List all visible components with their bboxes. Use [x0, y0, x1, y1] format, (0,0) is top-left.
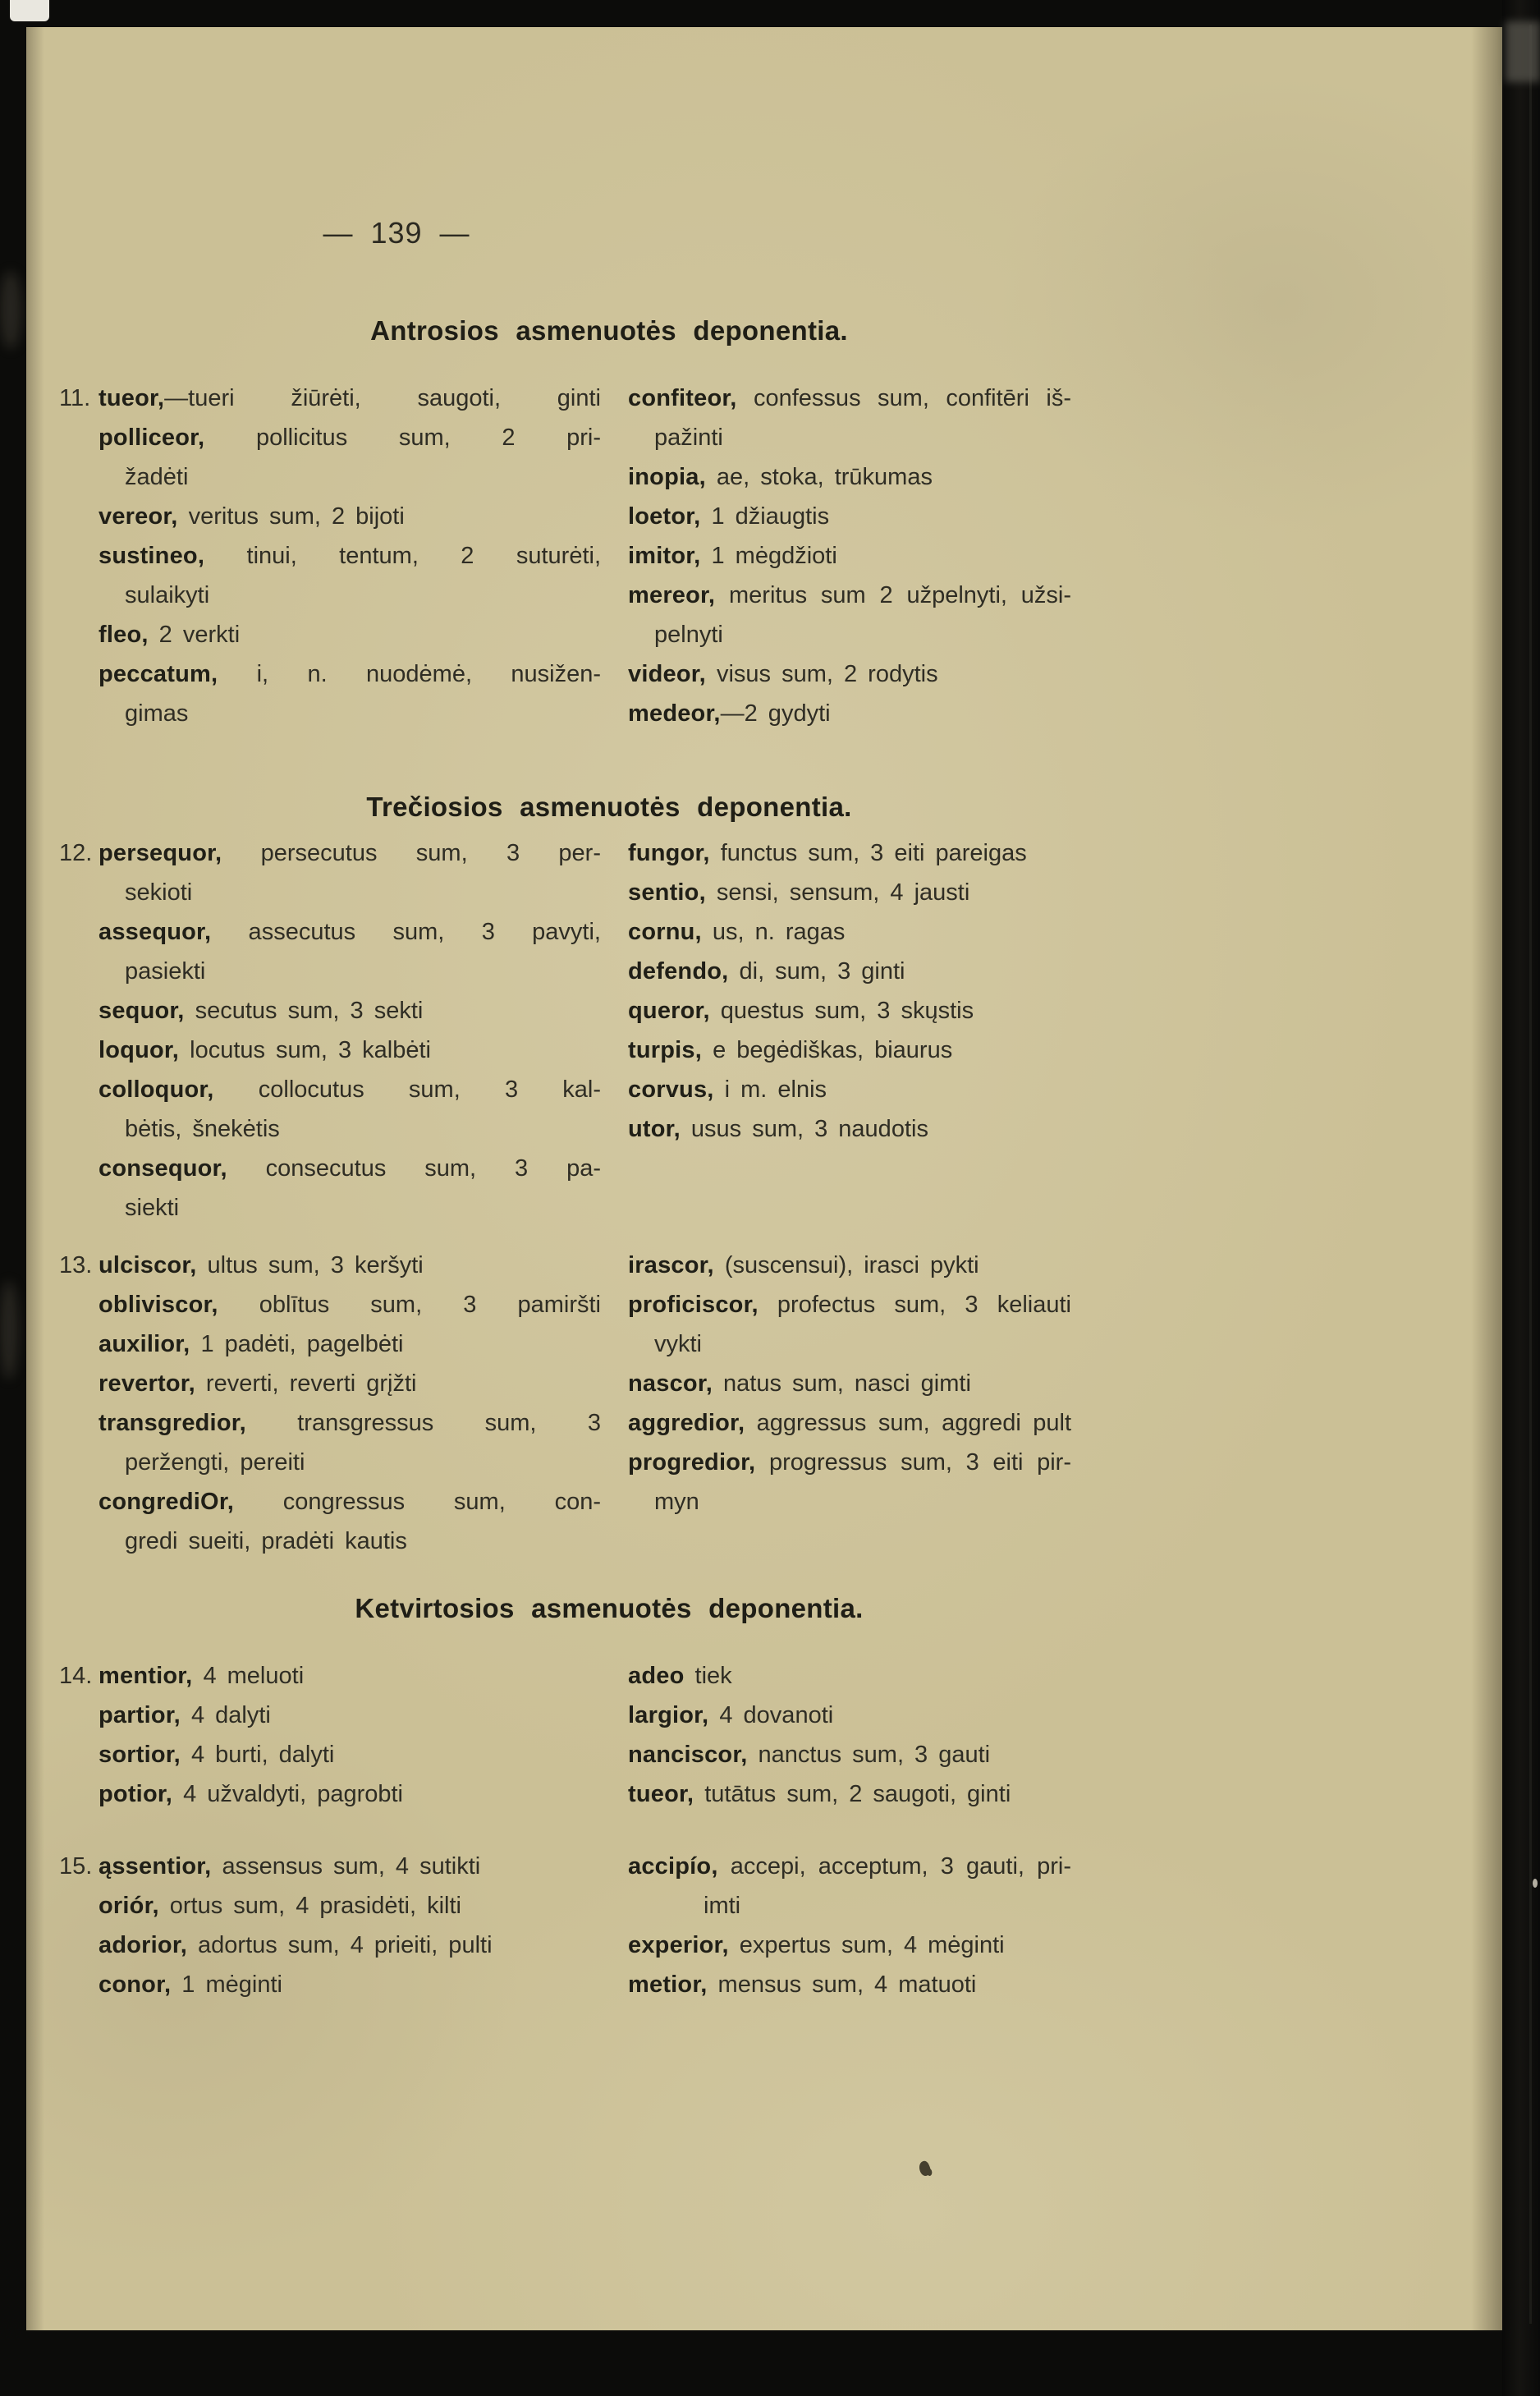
entry-text: i, n. nuodėmė, nusižen-	[218, 661, 601, 687]
entry-text: myn	[654, 1489, 699, 1515]
entry-text: nanctus sum, 3 gauti	[747, 1742, 991, 1768]
entry-line	[628, 952, 1071, 991]
entry-line	[628, 1403, 1071, 1443]
entry-text: imti	[704, 1893, 741, 1919]
entry-line	[99, 457, 601, 497]
vocab-group-11	[59, 379, 1071, 733]
latin-headword: consequor,	[99, 1155, 227, 1182]
left-column	[99, 1656, 601, 1814]
entry-text: oblītus sum, 3 pamiršti	[218, 1292, 601, 1318]
vocab-group-15	[59, 1847, 1071, 2004]
entry-text: questus sum, 3 skųstis	[709, 998, 974, 1024]
latin-headword: queror,	[628, 998, 710, 1024]
entry-text: sekioti	[125, 879, 193, 906]
latin-headword: fleo,	[99, 622, 149, 648]
latin-headword: cornu,	[628, 919, 702, 945]
entry-line	[99, 1735, 601, 1774]
entry-text: 2 verkti	[148, 622, 241, 648]
entry-line	[628, 1324, 1071, 1364]
entry-text: us, n. ragas	[701, 919, 846, 945]
section-heading: Ketvirtosios asmenuotės deponentia.	[355, 1593, 864, 1623]
entry-text: pollicitus sum, 2 pri-	[204, 425, 601, 451]
latin-headword: defendo,	[628, 958, 729, 985]
entry-text: i m. elnis	[713, 1076, 827, 1103]
entry-line	[628, 694, 1071, 733]
entry-text: gredi sueiti, pradėti kautis	[125, 1528, 407, 1554]
latin-headword: corvus,	[628, 1076, 714, 1103]
latin-headword: imitor,	[628, 543, 701, 569]
entry-line	[99, 1482, 601, 1522]
entry-text: 4 dovanoti	[708, 1702, 834, 1728]
latin-headword: experior,	[628, 1932, 729, 1958]
entry-text: tinui, tentum, 2 suturėti,	[204, 543, 601, 569]
latin-headword: turpis,	[628, 1037, 703, 1063]
latin-headword: loquor,	[99, 1037, 180, 1063]
entry-line	[99, 694, 601, 733]
left-column	[99, 1246, 601, 1561]
entry-text: adortus sum, 4 prieiti, pulti	[186, 1932, 493, 1958]
latin-headword: tueor,	[99, 385, 165, 411]
entry-line	[99, 1656, 601, 1696]
entry-line	[628, 833, 1071, 873]
latin-headword: transgredior,	[99, 1410, 246, 1436]
entry-line	[99, 1696, 601, 1735]
latin-headword: proficiscor,	[628, 1292, 759, 1318]
entry-line	[99, 576, 601, 615]
latin-headword: largior,	[628, 1702, 709, 1728]
entry-text: natus sum, nasci gimti	[712, 1370, 971, 1397]
entry-text: secutus sum, 3 sekti	[184, 998, 424, 1024]
latin-headword: nanciscor,	[628, 1742, 748, 1768]
entry-text: assecutus sum, 3 pavyti,	[211, 919, 601, 945]
latin-headword: fungor,	[628, 840, 710, 866]
entry-line	[628, 1735, 1071, 1774]
entry-text: reverti, reverti grįžti	[195, 1370, 417, 1397]
entry-line	[628, 536, 1071, 576]
entry-text: 1 mėginti	[171, 1971, 282, 1998]
entry-text: consecutus sum, 3 pa-	[227, 1155, 601, 1182]
entry-text: —2 gydyti	[720, 700, 831, 727]
entry-line	[99, 833, 601, 873]
entry-text: locutus sum, 3 kalbėti	[179, 1037, 431, 1063]
right-column	[628, 1246, 1071, 1522]
book-edge-band	[1502, 0, 1540, 2396]
section-heading: Antrosios asmenuotės deponentia.	[370, 315, 848, 346]
entry-text: 4 meluoti	[192, 1663, 305, 1689]
entry-line	[99, 991, 601, 1030]
latin-headword: congrediOr,	[99, 1489, 234, 1515]
entry-text: tutātus sum, 2 saugoti, ginti	[694, 1781, 1011, 1807]
latin-headword: polliceor,	[99, 425, 205, 451]
entry-line	[99, 952, 601, 991]
item-number: 11.	[59, 385, 91, 411]
latin-headword: mereor,	[628, 582, 716, 608]
entry-line	[628, 615, 1071, 654]
entry-line	[628, 497, 1071, 536]
latin-headword: partior,	[99, 1702, 181, 1728]
entry-text: 4 burti, dalyti	[180, 1742, 335, 1768]
entry-text: sensi, sensum, 4 jausti	[705, 879, 970, 906]
entry-text: 1 mėgdžioti	[700, 543, 837, 569]
entry-text: confessus sum, confitēri iš-	[736, 385, 1071, 411]
latin-headword: confiteor,	[628, 385, 737, 411]
entry-text: visus sum, 2 rodytis	[705, 661, 938, 687]
entry-line	[99, 1070, 601, 1109]
entry-line	[628, 1443, 1071, 1482]
entry-line	[628, 991, 1071, 1030]
entry-text: pasiekti	[125, 958, 206, 985]
entry-line	[99, 1364, 601, 1403]
latin-headword: irascor,	[628, 1252, 714, 1278]
entry-line	[99, 1403, 601, 1443]
entry-line	[628, 418, 1071, 457]
entry-text: meritus sum 2 užpelnyti, užsi-	[715, 582, 1071, 608]
item-number: 14.	[59, 1663, 93, 1689]
entry-line	[99, 912, 601, 952]
scan-corner-artifact	[10, 0, 49, 21]
entry-line	[628, 1364, 1071, 1403]
latin-headword: vereor,	[99, 503, 178, 530]
entry-line	[99, 1030, 601, 1070]
vocab-group-13	[59, 1246, 1071, 1561]
entry-text: accepi, acceptum, 3 gauti, pri-	[717, 1853, 1071, 1880]
item-number: 12.	[59, 840, 93, 866]
entry-line	[628, 1926, 1071, 1965]
entry-line	[99, 379, 601, 418]
latin-headword: adorior,	[99, 1932, 187, 1958]
scan-edge-gray-patch	[1506, 21, 1540, 82]
item-number: 13.	[59, 1252, 93, 1278]
entry-line	[99, 1109, 601, 1149]
entry-line	[628, 1285, 1071, 1324]
latin-headword: metior,	[628, 1971, 708, 1998]
section-heading: Trečiosios asmenuotės deponentia.	[366, 792, 852, 822]
latin-headword: progredior,	[628, 1449, 756, 1476]
entry-text: usus sum, 3 naudotis	[680, 1116, 928, 1142]
entry-text: tiek	[684, 1663, 732, 1689]
entry-text: transgressus sum, 3	[245, 1410, 601, 1436]
entry-line	[99, 1965, 601, 2004]
entry-line	[628, 654, 1071, 694]
entry-text: 4 užvaldyti, pagrobti	[172, 1781, 403, 1807]
left-column	[99, 833, 601, 1228]
latin-headword: peccatum,	[99, 661, 218, 687]
entry-line	[628, 1030, 1071, 1070]
entry-line	[628, 1656, 1071, 1696]
entry-line	[628, 1246, 1071, 1285]
entry-line	[99, 873, 601, 912]
latin-headword: potior,	[99, 1781, 173, 1807]
entry-line	[99, 615, 601, 654]
latin-headword: aggredior,	[628, 1410, 745, 1436]
entry-line	[99, 1522, 601, 1561]
entry-line	[99, 418, 601, 457]
entry-text: 1 džiaugtis	[700, 503, 830, 530]
entry-line	[628, 1886, 1071, 1926]
latin-headword: nascor,	[628, 1370, 713, 1397]
latin-headword: tueor,	[628, 1781, 694, 1807]
entry-text: žadėti	[125, 464, 189, 490]
latin-headword: sortior,	[99, 1742, 181, 1768]
entry-text: e begėdiškas, biaurus	[702, 1037, 953, 1063]
latin-headword: accipío,	[628, 1853, 718, 1880]
latin-headword: revertor,	[99, 1370, 195, 1397]
entry-line	[628, 873, 1071, 912]
entry-text: 4 dalyti	[180, 1702, 271, 1728]
entry-line	[99, 1774, 601, 1814]
entry-text: assensus sum, 4 sutikti	[211, 1853, 481, 1880]
latin-headword: conor,	[99, 1971, 172, 1998]
latin-headword: medeor,	[628, 700, 721, 727]
entry-text: vykti	[654, 1331, 702, 1357]
entry-text: aggressus sum, aggredi pult	[745, 1410, 1071, 1436]
entry-line	[99, 1285, 601, 1324]
vocab-group-14	[59, 1656, 1071, 1814]
left-column	[99, 379, 601, 733]
entry-line	[99, 1188, 601, 1228]
latin-headword: utor,	[628, 1116, 681, 1142]
right-column	[628, 833, 1071, 1149]
entry-text: persecutus sum, 3 per-	[222, 840, 601, 866]
vocab-group-12	[59, 833, 1071, 1228]
entry-text: mensus sum, 4 matuoti	[707, 1971, 977, 1998]
entry-line	[99, 497, 601, 536]
edge-speck	[1533, 1879, 1538, 1888]
right-column	[628, 1656, 1071, 1814]
item-number: 15.	[59, 1853, 93, 1880]
entry-text: di, sum, 3 ginti	[728, 958, 905, 985]
entry-line	[628, 1965, 1071, 2004]
latin-headword: adeo	[628, 1663, 685, 1689]
entry-text: ae, stoka, trūkumas	[705, 464, 933, 490]
entry-text: 1 padėti, pagelbėti	[190, 1331, 404, 1357]
latin-headword: assequor,	[99, 919, 212, 945]
entry-text: collocutus sum, 3 kal-	[213, 1076, 601, 1103]
entry-text: sulaikyti	[125, 582, 210, 608]
entry-line	[99, 1149, 601, 1188]
latin-headword: loetor,	[628, 503, 701, 530]
latin-headword: ulciscor,	[99, 1252, 197, 1278]
entry-text: pažinti	[654, 425, 723, 451]
entry-line	[99, 536, 601, 576]
latin-headword: sustineo,	[99, 543, 205, 569]
latin-headword: colloquor,	[99, 1076, 214, 1103]
entry-text: bėtis, šnekėtis	[125, 1116, 280, 1142]
entry-line	[99, 654, 601, 694]
page-number: — 139 —	[323, 216, 470, 250]
entry-line	[99, 1246, 601, 1285]
latin-headword: obliviscor,	[99, 1292, 218, 1318]
latin-headword: auxilior,	[99, 1331, 190, 1357]
entry-text: ortus sum, 4 prasidėti, kilti	[158, 1893, 462, 1919]
entry-line	[628, 1109, 1071, 1149]
entry-line	[628, 379, 1071, 418]
right-column	[628, 1847, 1071, 2004]
entry-text: siekti	[125, 1195, 180, 1221]
entry-text: peržengti, pereiti	[125, 1449, 305, 1476]
entry-text: profectus sum, 3 keliauti	[758, 1292, 1071, 1318]
latin-headword: ąssentior,	[99, 1853, 212, 1880]
entry-line	[99, 1847, 601, 1886]
latin-headword: persequor,	[99, 840, 222, 866]
entry-text: expertus sum, 4 mėginti	[728, 1932, 1005, 1958]
latin-headword: oriór,	[99, 1893, 159, 1919]
latin-headword: sentio,	[628, 879, 706, 906]
text-layer	[59, 27, 1176, 2330]
latin-headword: mentior,	[99, 1663, 193, 1689]
book-page-paper	[26, 27, 1502, 2330]
entry-line	[628, 1482, 1071, 1522]
entry-line	[628, 1070, 1071, 1109]
right-column	[628, 379, 1071, 733]
entry-text: progressus sum, 3 eiti pir-	[755, 1449, 1071, 1476]
entry-text: —tueri žiūrėti, saugoti, ginti	[164, 385, 601, 411]
entry-line	[628, 457, 1071, 497]
entry-text: (suscensui), irasci pykti	[713, 1252, 979, 1278]
scan-edge-smudge	[0, 271, 21, 349]
entry-line	[99, 1926, 601, 1965]
entry-text: congressus sum, con-	[233, 1489, 601, 1515]
latin-headword: videor,	[628, 661, 706, 687]
entry-text: pelnyti	[654, 622, 723, 648]
entry-line	[628, 912, 1071, 952]
left-column	[99, 1847, 601, 2004]
entry-line	[99, 1443, 601, 1482]
entry-line	[628, 1847, 1071, 1886]
entry-line	[628, 1696, 1071, 1735]
entry-text: functus sum, 3 eiti pareigas	[709, 840, 1027, 866]
page-stack-streak	[1529, 25, 1532, 2324]
entry-line	[628, 1774, 1071, 1814]
latin-headword: sequor,	[99, 998, 185, 1024]
entry-line	[628, 576, 1071, 615]
scan-edge-smudge	[0, 1281, 18, 1379]
entry-text: gimas	[125, 700, 189, 727]
entry-text: veritus sum, 2 bijoti	[177, 503, 405, 530]
latin-headword: inopia,	[628, 464, 706, 490]
entry-line	[99, 1886, 601, 1926]
entry-text: ultus sum, 3 keršyti	[196, 1252, 424, 1278]
entry-line	[99, 1324, 601, 1364]
